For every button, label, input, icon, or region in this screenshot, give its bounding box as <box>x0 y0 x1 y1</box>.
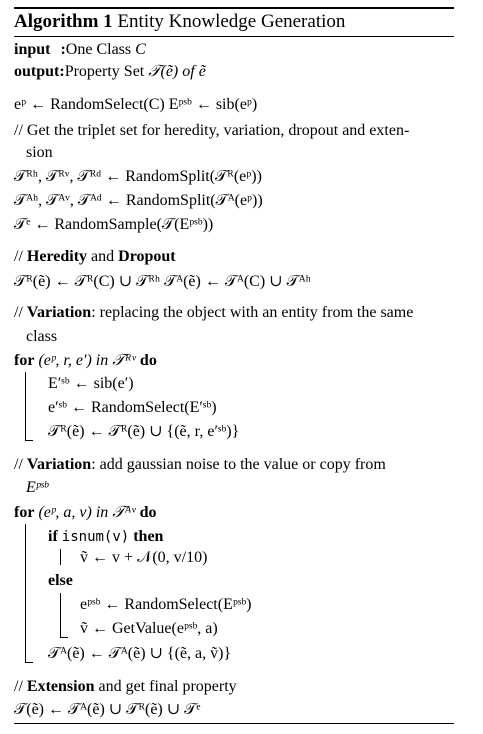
input-text: One Class <box>65 41 132 58</box>
else-block-bar <box>60 593 61 637</box>
output-keyword: output <box>14 63 60 80</box>
for-iterator: (eᵖ, r, e′) in 𝒯ᴿᵛ <box>38 352 136 369</box>
algo-line: ṽ ← GetValue(eᵖˢᵇ, a) <box>80 620 218 637</box>
algo-line: eᵖˢᵇ ← RandomSelect(Eᵖˢᵇ) <box>80 596 252 613</box>
output-text: Property Set <box>64 63 145 80</box>
comment-line <box>14 677 237 697</box>
algo-line: E′ˢᵇ ← sib(e′) <box>48 375 134 392</box>
for-line <box>14 351 157 371</box>
for-block-hook <box>25 440 33 441</box>
comment-line: class <box>26 328 58 345</box>
input-line <box>14 40 146 60</box>
comment-bold: Variation <box>26 456 92 473</box>
algo-line: 𝒯ᴿ(ẽ) ← 𝒯ᴿ(C) ∪ 𝒯ᴿʰ 𝒯ᴬ(ẽ) ← 𝒯ᴬ(C) ∪ 𝒯ᴬʰ <box>14 273 311 290</box>
else-keyword: else <box>48 572 73 589</box>
algo-line: 𝒯ᵉ ← RandomSample(𝒯(Eᵖˢᵇ)) <box>14 216 214 233</box>
comment-line: Eᵖˢᵇ <box>26 479 48 496</box>
comment-bold: Variation <box>26 304 92 321</box>
comment-text: : add gaussian noise to the value or copy from <box>91 456 386 473</box>
bottom-rule <box>14 723 454 724</box>
comment-text: and <box>87 248 119 265</box>
comment-line <box>14 303 413 323</box>
algorithm-title <box>14 11 345 33</box>
do-keyword: do <box>139 504 157 521</box>
for-block-bar <box>25 524 26 662</box>
algo-line: 𝒯ᴬ(ẽ) ← 𝒯ᴬ(ẽ) ∪ {(ẽ, a, ṽ)} <box>48 645 232 662</box>
title-rule <box>14 36 454 37</box>
algo-line: eᵖ ← RandomSelect(C) Eᵖˢᵇ ← sib(eᵖ) <box>14 96 258 113</box>
algorithm-label: Algorithm 1 <box>14 11 113 32</box>
do-keyword: do <box>139 352 157 369</box>
if-keyword: if <box>48 528 58 545</box>
comment-bold: Heredity <box>26 248 88 265</box>
input-math: C <box>135 41 146 58</box>
comment-prefix: // <box>14 456 27 473</box>
for-iterator: (eᵖ, a, v) in 𝒯ᴬᵛ <box>38 504 136 521</box>
for-keyword: for <box>14 352 35 369</box>
comment-text: and get final property <box>94 678 237 695</box>
then-keyword: then <box>133 528 164 545</box>
algorithm-name: Entity Knowledge Generation <box>117 11 346 32</box>
input-colon: : <box>60 41 66 58</box>
if-block-bar <box>60 549 61 565</box>
top-rule <box>14 7 454 9</box>
comment-prefix: // <box>14 248 27 265</box>
if-line <box>48 527 163 547</box>
if-condition: isnum(v) <box>61 529 130 545</box>
comment-prefix: // <box>14 678 27 695</box>
algo-line: ṽ ← v + 𝒩(0, v/10) <box>80 549 208 566</box>
for-block-hook <box>25 662 33 663</box>
algo-line: 𝒯ᴬʰ, 𝒯ᴬᵛ, 𝒯ᴬᵈ ← RandomSplit(𝒯ᴬ(eᵖ)) <box>14 192 263 209</box>
algo-line: e′ˢᵇ ← RandomSelect(E′ˢᵇ) <box>48 399 217 416</box>
output-colon: : <box>59 63 65 80</box>
for-block-bar <box>25 372 26 440</box>
algo-line: 𝒯ᴿ(ẽ) ← 𝒯ᴿ(ẽ) ∪ {(ẽ, r, e′ˢᵇ)} <box>48 423 240 440</box>
for-keyword: for <box>14 504 35 521</box>
comment-bold: Extension <box>26 678 95 695</box>
comment-line <box>14 247 176 267</box>
output-math: 𝒯(ẽ) of ẽ <box>148 63 206 80</box>
comment-line: // Get the triplet set for heredity, variation, dropout and exten- <box>14 122 410 139</box>
for-line <box>14 503 157 523</box>
algo-line: 𝒯(ẽ) ← 𝒯ᴬ(ẽ) ∪ 𝒯ᴿ(ẽ) ∪ 𝒯ᵉ <box>14 701 201 718</box>
output-line <box>14 62 206 82</box>
comment-line: sion <box>26 144 53 161</box>
else-block-hook <box>60 637 68 638</box>
comment-line <box>14 455 386 475</box>
algo-line: 𝒯ᴿʰ, 𝒯ᴿᵛ, 𝒯ᴿᵈ ← RandomSplit(𝒯ᴿ(eᵖ)) <box>14 168 262 185</box>
comment-text: : replacing the object with an entity from the same <box>91 304 414 321</box>
comment-prefix: // <box>14 304 27 321</box>
comment-bold: Dropout <box>118 248 176 265</box>
input-keyword: input <box>14 41 51 58</box>
